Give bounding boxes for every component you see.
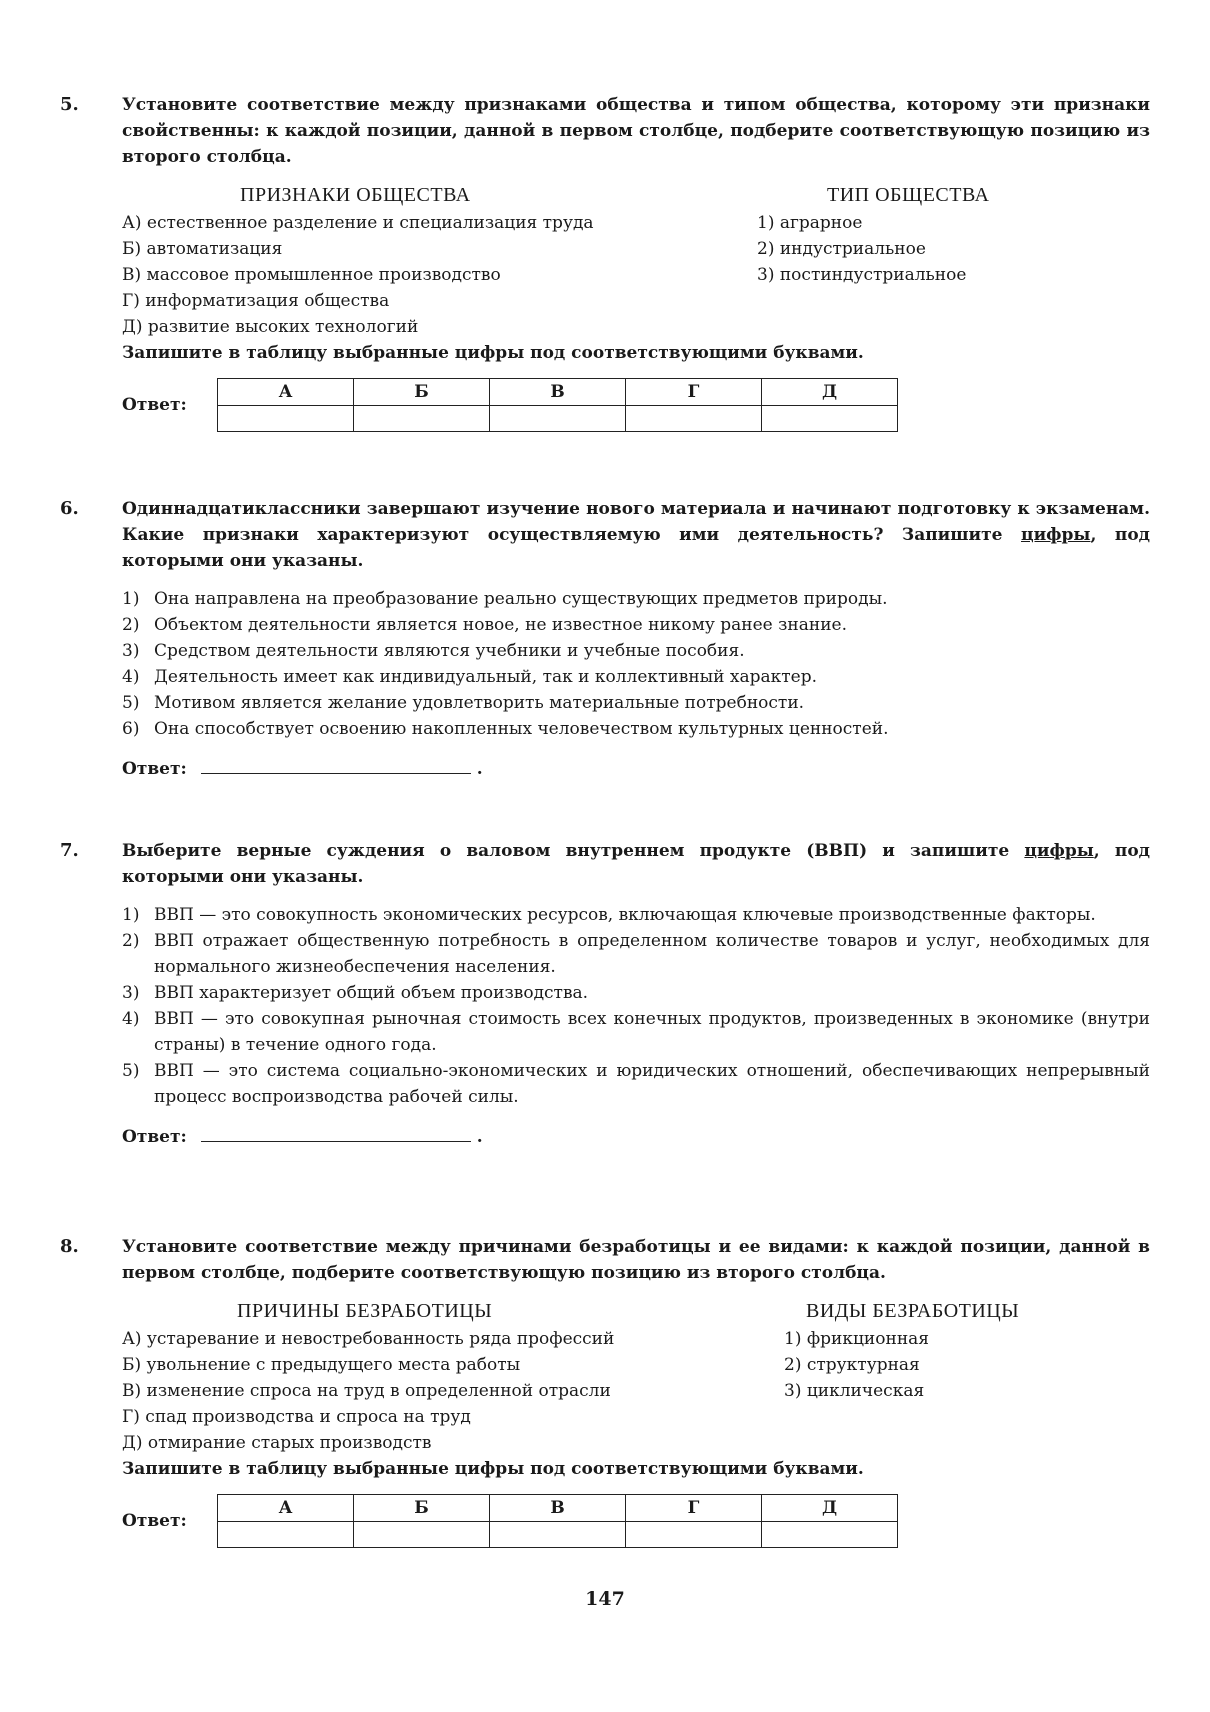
prompt-emphasis: цифры: [1024, 841, 1094, 861]
option-number: 2): [122, 931, 140, 951]
answer-cell[interactable]: [490, 406, 626, 432]
prompt-emphasis: цифры: [1021, 525, 1091, 545]
option-item: [122, 980, 1150, 1006]
answer-table-header: Д: [762, 1495, 898, 1522]
question-prompt: Установите соответствие между причинами безработицы и ее видами: к каждой позиции, данной в первом столбце, подберите соответствующую позицию из второго столбца.: [122, 1237, 1150, 1283]
answer-cell[interactable]: [490, 1522, 626, 1548]
answer-table-header: Г: [626, 379, 762, 406]
left-item: А) естественное разделение и специализация труда: [122, 213, 594, 233]
answer-table-header: А: [218, 379, 354, 406]
left-item: Г) информатизация общества: [122, 291, 390, 311]
option-number: 4): [122, 1009, 140, 1029]
answer-blank[interactable]: [201, 1124, 471, 1142]
question-number: 8.: [60, 1236, 79, 1257]
answer-line: [122, 1124, 1150, 1150]
question-5: [60, 92, 1150, 436]
answer-cell[interactable]: [218, 406, 354, 432]
option-item: [122, 1006, 1150, 1058]
answer-label: Ответ:: [122, 1127, 187, 1147]
question-number: 5.: [60, 94, 79, 115]
answer-table: [217, 378, 898, 432]
left-column: [122, 182, 722, 340]
answer-table: [217, 1494, 898, 1548]
page-number: 147: [585, 1588, 625, 1610]
question-prompt: [122, 838, 1150, 890]
option-text: ВВП — это совокупность экономических ресурсов, включающая ключевые производственные факторы.: [154, 905, 1096, 925]
right-item: 3) циклическая: [784, 1381, 925, 1401]
answer-tail: .: [476, 759, 483, 779]
option-item: [122, 1058, 1150, 1110]
answer-label: Ответ:: [122, 395, 187, 415]
option-text: Деятельность имеет как индивидуальный, так и коллективный характер.: [154, 667, 818, 687]
answer-label: Ответ:: [122, 759, 187, 779]
option-item: [122, 664, 1150, 690]
options-list: [122, 902, 1150, 1110]
table-instruction: Запишите в таблицу выбранные цифры под соответствующими буквами.: [122, 343, 864, 363]
option-text: Средством деятельности являются учебники и учебные пособия.: [154, 641, 745, 661]
answer-cell[interactable]: [626, 1522, 762, 1548]
answer-label: Ответ:: [122, 1511, 187, 1531]
question-8: [60, 1234, 1150, 1552]
option-number: 1): [122, 905, 140, 925]
option-number: 2): [122, 615, 140, 635]
answer-table-header: Б: [354, 1495, 490, 1522]
option-item: [122, 690, 1150, 716]
question-number: 6.: [60, 498, 79, 519]
option-text: Она способствует освоению накопленных человечеством культурных ценностей.: [154, 719, 889, 739]
option-text: Она направлена на преобразование реально существующих предметов природы.: [154, 589, 888, 609]
option-number: 3): [122, 641, 140, 661]
option-text: Объектом деятельности является новое, не известное никому ранее знание.: [154, 615, 847, 635]
left-item: Б) увольнение с предыдущего места работы: [122, 1355, 521, 1375]
table-instruction: Запишите в таблицу выбранные цифры под соответствующими буквами.: [122, 1459, 864, 1479]
right-column: [784, 1298, 1114, 1404]
question-prompt: Установите соответствие между признаками общества и типом общества, которому эти признаки свойственны: к каждой позиции, данной в первом столбце, подберите соответствующую позицию из второго столбца.: [122, 95, 1150, 167]
question-7: [60, 838, 1150, 1150]
answer-table-header: В: [490, 1495, 626, 1522]
option-number: 5): [122, 693, 140, 713]
prompt-text: Одиннадцатиклассники завершают изучение нового материала и начинают подготовку к экзаменам. Какие признаки характеризуют осуществляемую ими деятельность? Запишите: [122, 499, 1150, 545]
right-column-header: ВИДЫ БЕЗРАБОТИЦЫ: [806, 1300, 1020, 1322]
right-item: 1) аграрное: [757, 213, 863, 233]
left-item: А) устаревание и невостребованность ряда профессий: [122, 1329, 615, 1349]
answer-row: [122, 378, 1150, 436]
option-item: [122, 638, 1150, 664]
right-column: [757, 182, 1087, 288]
option-number: 1): [122, 589, 140, 609]
option-number: 3): [122, 983, 140, 1003]
option-text: ВВП отражает общественную потребность в определенном количестве товаров и услуг, необходимых для нормального жизнеобеспечения населения.: [154, 931, 1150, 977]
answer-cell[interactable]: [354, 406, 490, 432]
option-text: ВВП характеризует общий объем производства.: [154, 983, 589, 1003]
answer-line: [122, 756, 1150, 782]
option-text: ВВП — это совокупная рыночная стоимость всех конечных продуктов, произведенных в экономике (внутри страны) в течение одного года.: [154, 1009, 1150, 1055]
option-text: Мотивом является желание удовлетворить материальные потребности.: [154, 693, 805, 713]
matching-columns: [122, 182, 1150, 337]
right-item: 2) структурная: [784, 1355, 920, 1375]
option-number: 4): [122, 667, 140, 687]
option-item: [122, 928, 1150, 980]
left-column: [122, 1298, 722, 1456]
answer-cell[interactable]: [762, 406, 898, 432]
option-number: 6): [122, 719, 140, 739]
option-item: [122, 902, 1150, 928]
options-list: [122, 586, 1150, 742]
answer-table-header: Б: [354, 379, 490, 406]
answer-cell[interactable]: [354, 1522, 490, 1548]
answer-table-header: Г: [626, 1495, 762, 1522]
option-item: [122, 612, 1150, 638]
answer-table-header: Д: [762, 379, 898, 406]
option-text: ВВП — это система социально-экономических и юридических отношений, обеспечивающих непрерывный процесс воспроизводства рабочей силы.: [154, 1061, 1150, 1107]
answer-cell[interactable]: [218, 1522, 354, 1548]
option-item: [122, 586, 1150, 612]
right-column-header: ТИП ОБЩЕСТВА: [827, 184, 990, 206]
answer-row: [122, 1494, 1150, 1552]
left-column-header: ПРИЧИНЫ БЕЗРАБОТИЦЫ: [237, 1300, 493, 1322]
matching-columns: [122, 1298, 1150, 1453]
answer-table-header: А: [218, 1495, 354, 1522]
question-number: 7.: [60, 840, 79, 861]
answer-cell[interactable]: [762, 1522, 898, 1548]
left-item: В) изменение спроса на труд в определенной отрасли: [122, 1381, 611, 1401]
left-item: Б) автоматизация: [122, 239, 283, 259]
option-number: 5): [122, 1061, 140, 1081]
question-prompt: [122, 496, 1150, 574]
left-item: Д) развитие высоких технологий: [122, 317, 419, 337]
answer-table-header: В: [490, 379, 626, 406]
left-item: Д) отмирание старых производств: [122, 1433, 432, 1453]
right-item: 3) постиндустриальное: [757, 265, 967, 285]
left-item: В) массовое промышленное производство: [122, 265, 501, 285]
prompt-text: , под которыми они указаны.: [122, 525, 1150, 571]
answer-tail: .: [476, 1127, 483, 1147]
question-6: [60, 496, 1150, 782]
left-item: Г) спад производства и спроса на труд: [122, 1407, 471, 1427]
answer-cell[interactable]: [626, 406, 762, 432]
right-item: 1) фрикционная: [784, 1329, 930, 1349]
answer-blank[interactable]: [201, 756, 471, 774]
right-item: 2) индустриальное: [757, 239, 926, 259]
left-column-header: ПРИЗНАКИ ОБЩЕСТВА: [240, 184, 471, 206]
prompt-text: , под которыми они указаны.: [122, 841, 1150, 887]
prompt-text: Выберите верные суждения о валовом внутреннем продукте (ВВП) и запишите: [122, 841, 1025, 861]
option-item: [122, 716, 1150, 742]
